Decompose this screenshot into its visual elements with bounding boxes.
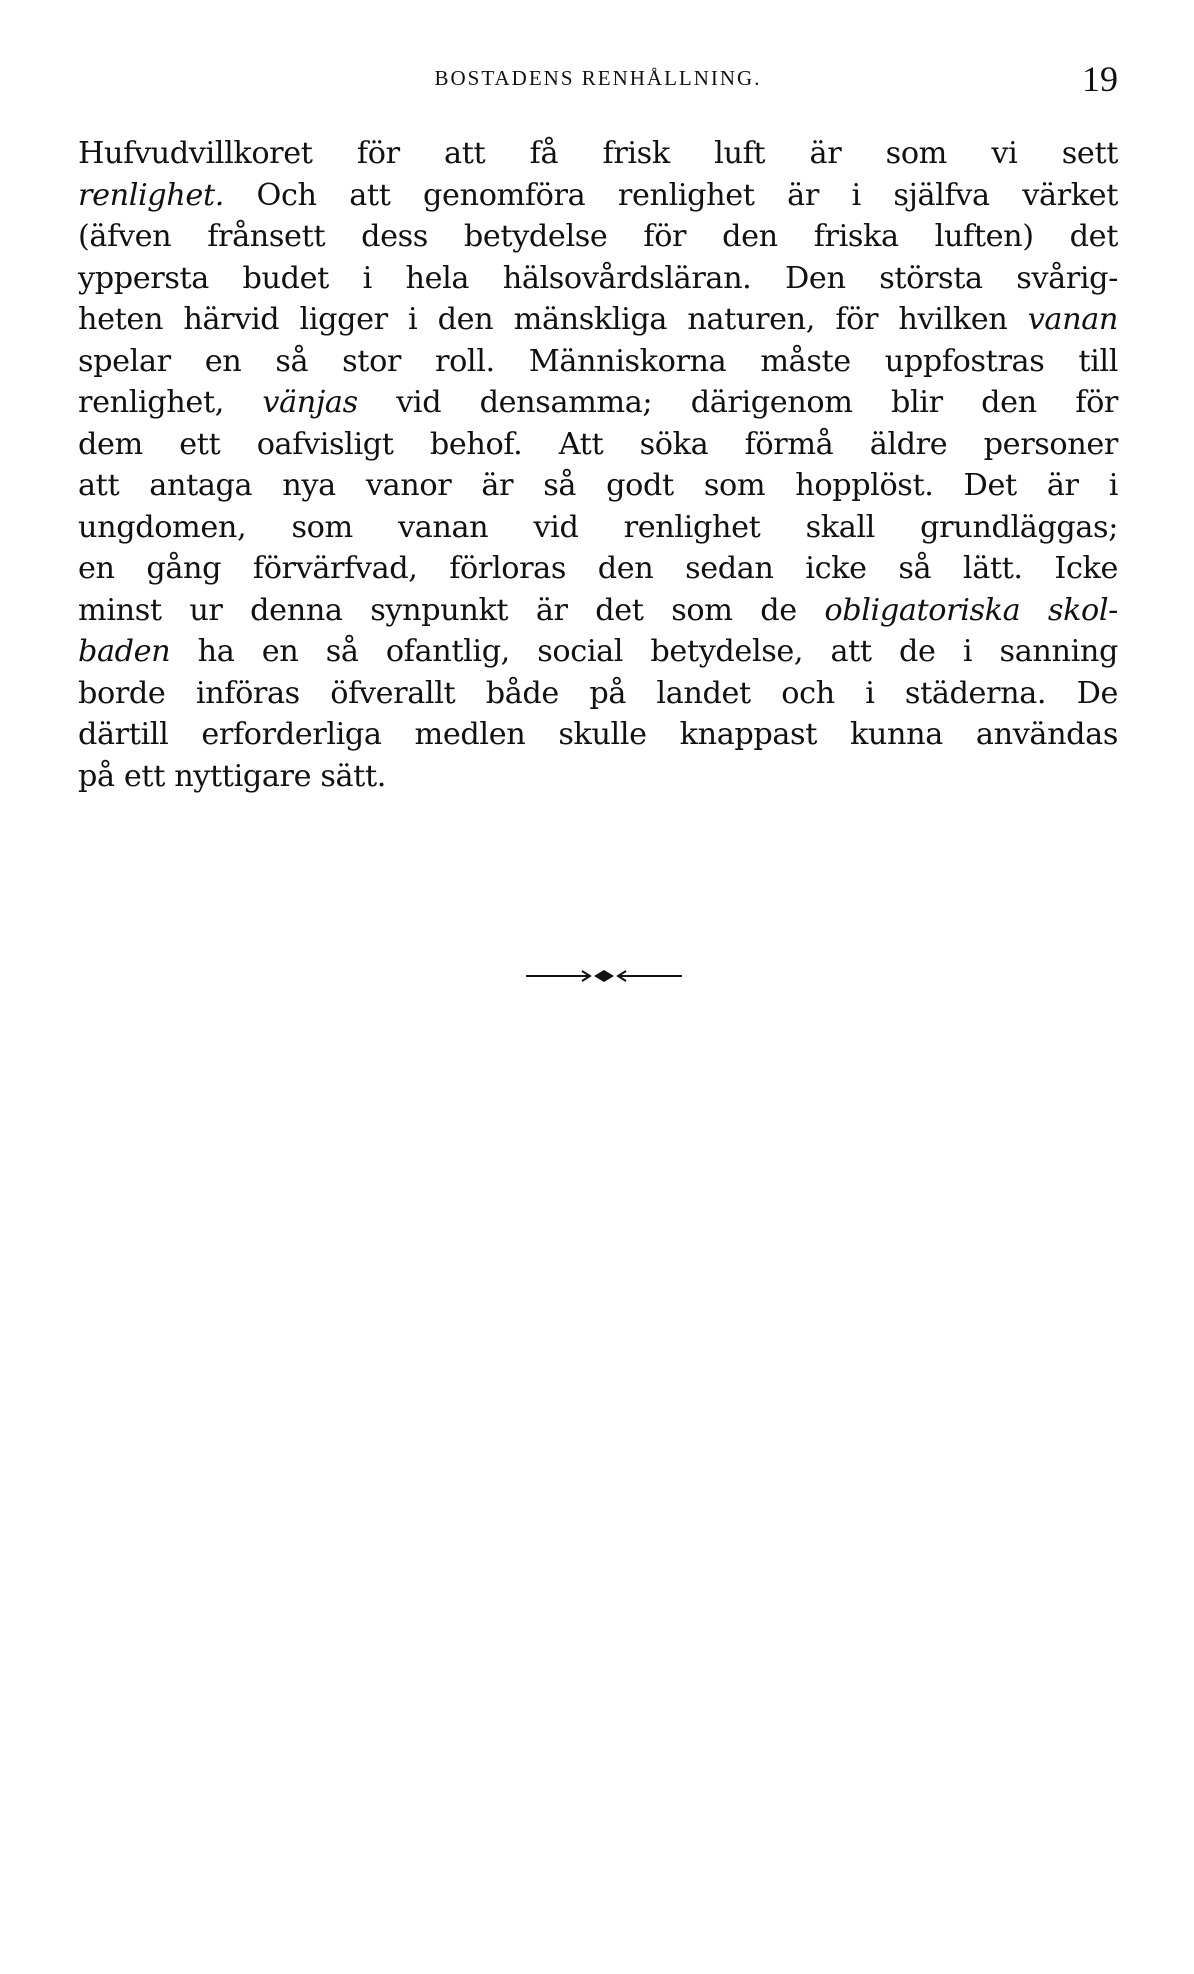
text-segment: heten härvid ligger i den mänskliga naturen, för hvilken xyxy=(78,302,1028,337)
text-segment: Och att genomföra renlighet är i själfva värket xyxy=(223,177,1118,213)
text-line xyxy=(78,175,1118,217)
running-head xyxy=(78,58,1118,98)
text-line xyxy=(78,631,1118,673)
text-segment: spelar en så stor roll. Människorna måste uppfostras till xyxy=(78,343,1118,379)
text-line xyxy=(78,756,1118,798)
italic-text: renlighet. xyxy=(78,177,224,213)
text-line xyxy=(78,133,1118,175)
text-segment: (äfven frånsett dess betydelse för den friska luften) det xyxy=(78,219,1118,254)
section-end-ornament xyxy=(524,968,684,984)
italic-text: baden xyxy=(78,634,171,669)
text-segment: yppersta budet i hela hälsovårdsläran. Den största svårig- xyxy=(78,260,1118,296)
paragraph xyxy=(78,133,1118,797)
text-line xyxy=(78,424,1118,466)
text-segment: ha en så ofantlig, social betydelse, att de i sanning xyxy=(170,634,1118,669)
text-segment: ungdomen, som vanan vid renlighet skall grundläggas; xyxy=(78,509,1118,545)
text-segment: en gång förvärfvad, förloras den sedan icke så lätt. Icke xyxy=(78,551,1118,586)
text-segment: vid densamma; därigenom blir den för xyxy=(357,385,1118,420)
text-line xyxy=(78,714,1118,756)
text-segment: att antaga nya vanor är så godt som hopplöst. Det är i xyxy=(78,468,1118,503)
text-line xyxy=(78,507,1118,549)
text-segment: Hufvudvillkoret för att få frisk luft är som vi sett xyxy=(78,136,1118,171)
text-line xyxy=(78,382,1118,424)
italic-text: vanan xyxy=(1027,302,1118,337)
page-number: 19 xyxy=(1082,59,1118,99)
text-line xyxy=(78,673,1118,715)
text-line xyxy=(78,341,1118,383)
text-segment: borde införas öfverallt både på landet och i städerna. De xyxy=(78,675,1118,711)
text-line xyxy=(78,548,1118,590)
text-line xyxy=(78,465,1118,507)
text-segment: därtill erforderliga medlen skulle knappast kunna användas xyxy=(78,717,1118,752)
text-line xyxy=(78,258,1118,300)
text-segment: dem ett oafvisligt behof. Att söka förmå äldre personer xyxy=(78,426,1118,462)
text-line xyxy=(78,299,1118,341)
italic-text: obligatoriska skol- xyxy=(824,592,1118,628)
running-title: BOSTADENS RENHÅLLNING. xyxy=(434,66,762,90)
text-segment: renlighet, xyxy=(78,385,263,420)
text-segment: på ett nyttigare sätt. xyxy=(78,758,386,794)
text-line xyxy=(78,216,1118,258)
text-segment: minst ur denna synpunkt är det som de xyxy=(78,592,825,628)
italic-text: vänjas xyxy=(262,385,358,420)
text-line xyxy=(78,590,1118,632)
